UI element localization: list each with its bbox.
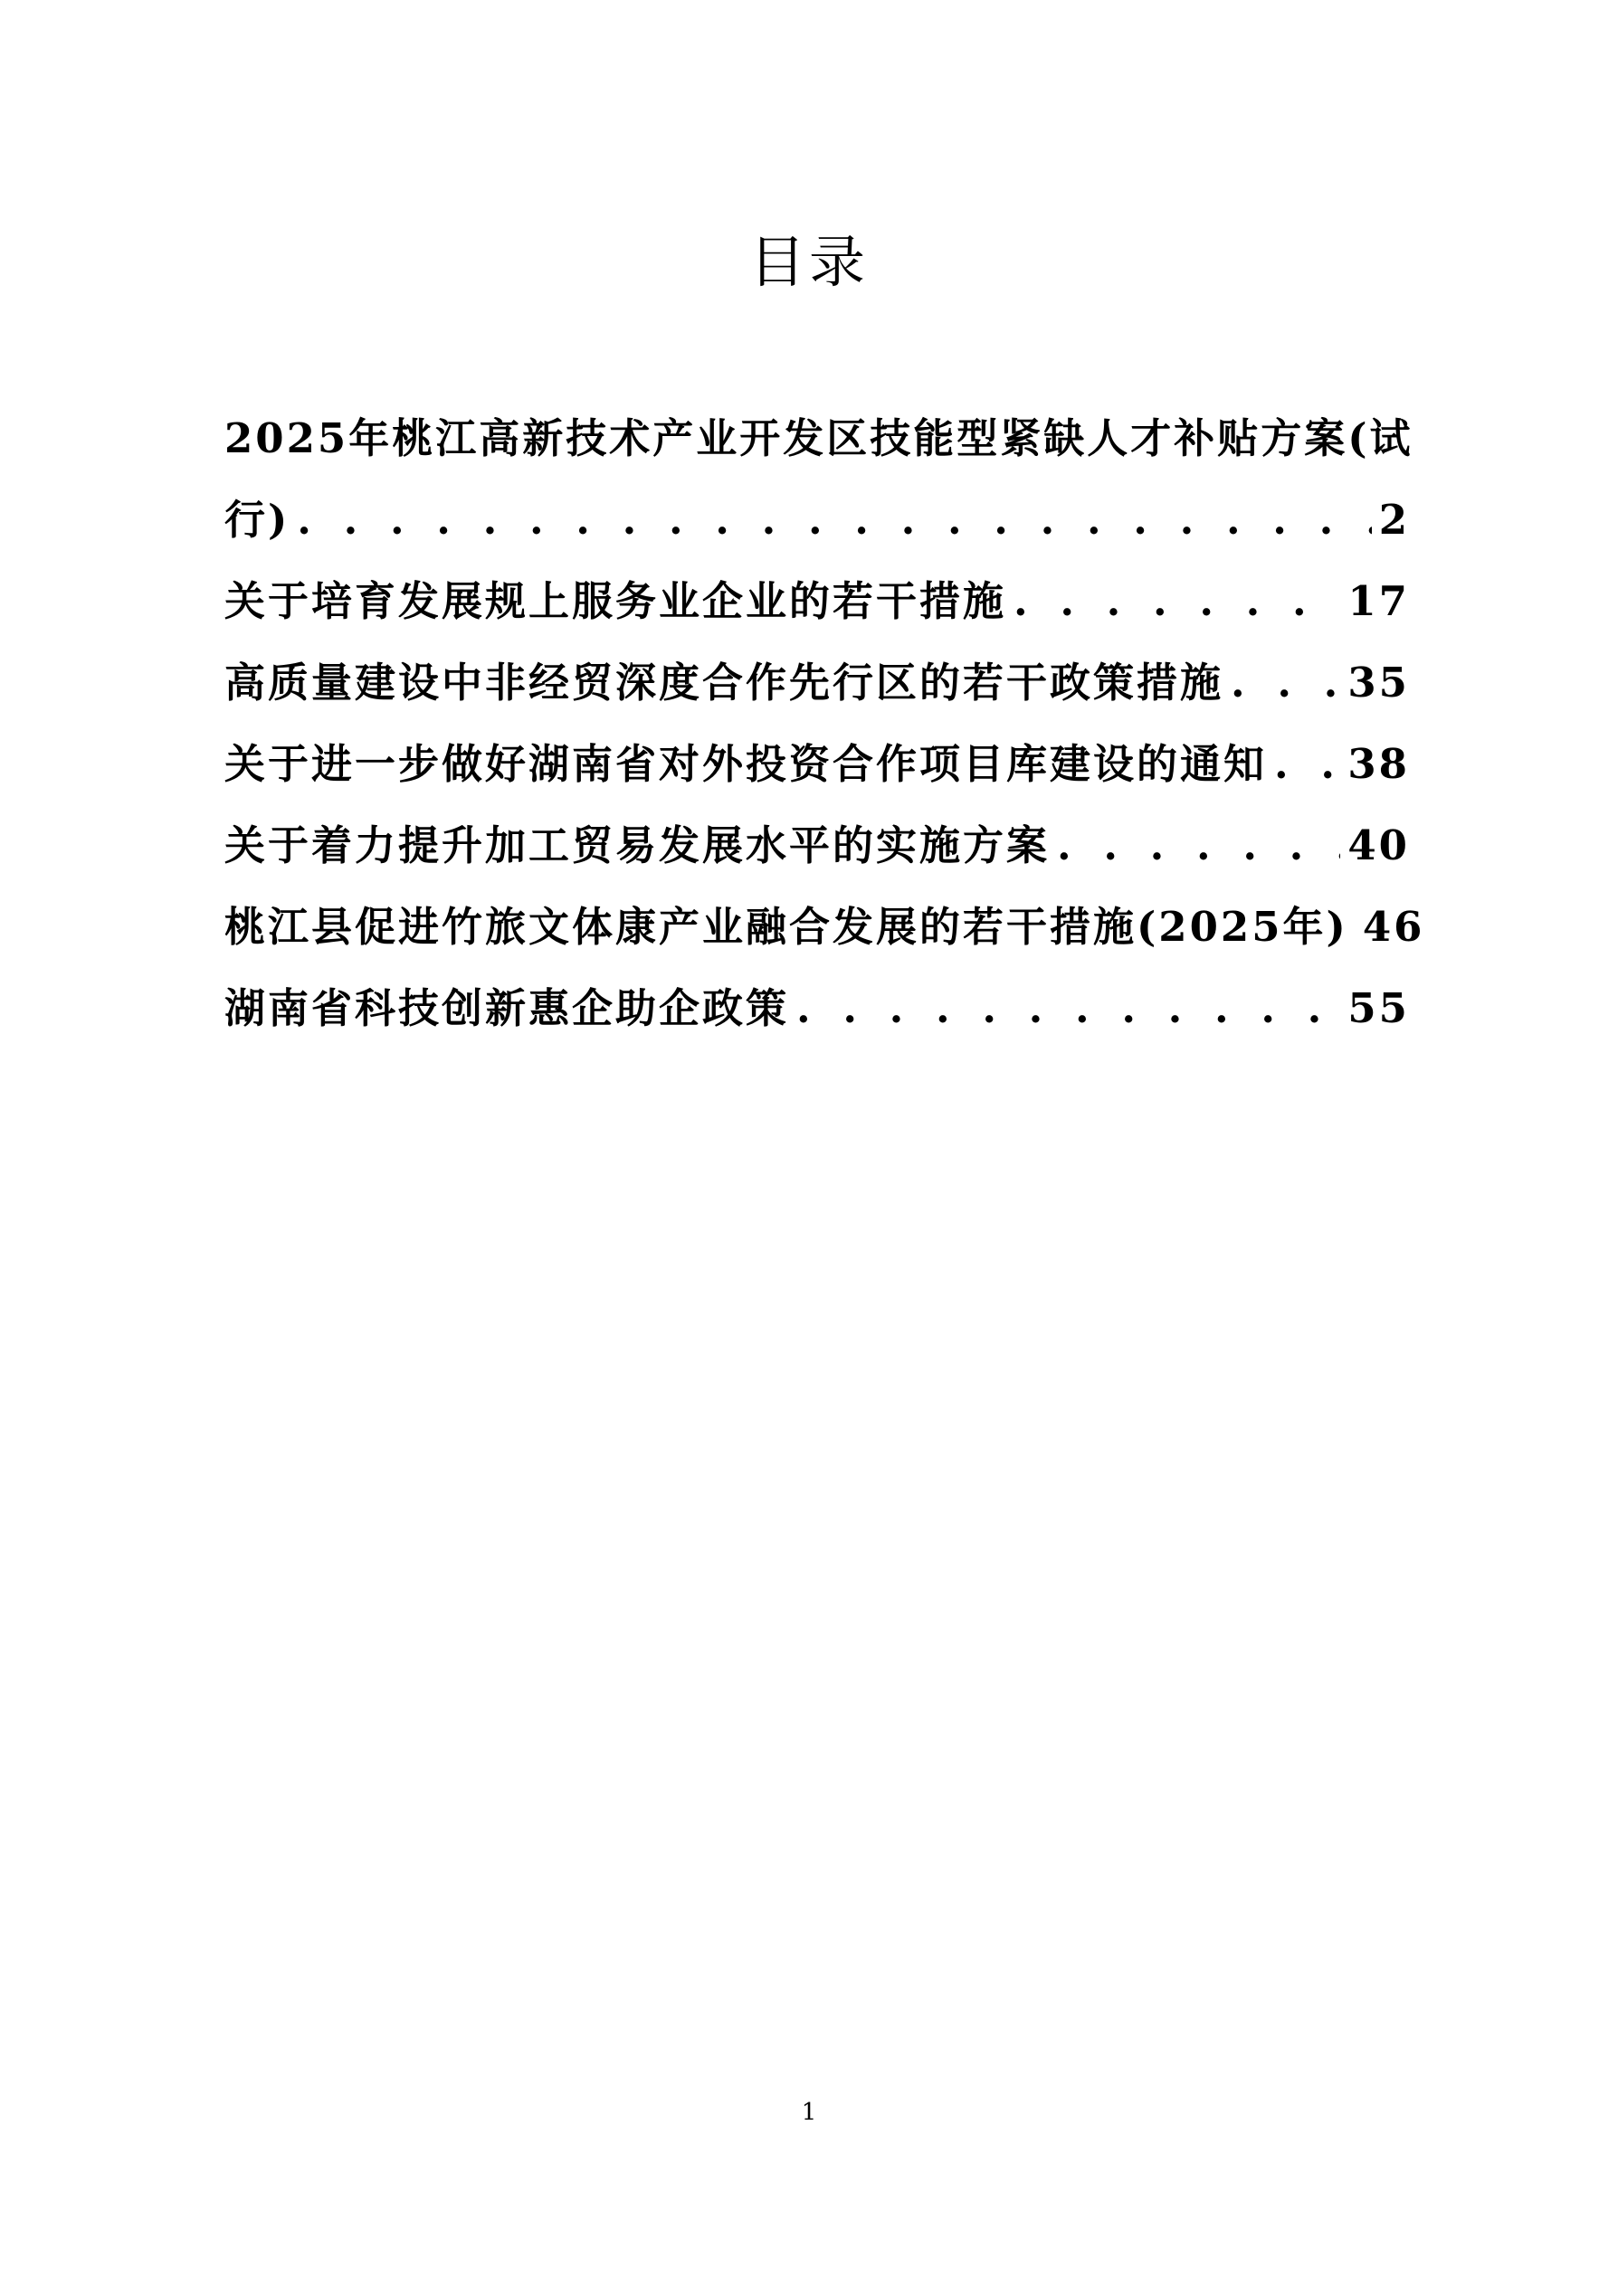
toc-entry-page: 46 [1362, 903, 1425, 951]
toc-entry[interactable] [224, 642, 1410, 724]
dot-leader [297, 479, 1371, 561]
toc-entry-line [224, 479, 1410, 561]
dot-leader [1014, 561, 1340, 642]
toc-entry[interactable] [224, 968, 1410, 1049]
toc-entry-title: 关于进一步做好湖南省对外投资合作项目库建设的通知 [224, 740, 1268, 788]
toc-entry-page: 40 [1347, 821, 1410, 869]
toc-entry-title-line-1: 2025年桃江高新技术产业开发区技能型紧缺人才补贴方案(试 [224, 414, 1413, 462]
toc-entry-line [224, 561, 1410, 642]
toc-entry-line [224, 805, 1410, 887]
toc-entry[interactable] [224, 398, 1413, 561]
dot-leader [1057, 805, 1340, 887]
dot-leader [1274, 724, 1340, 805]
toc-entry-title: 关于着力提升加工贸易发展水平的实施方案 [224, 821, 1051, 869]
toc-entry-line [224, 724, 1410, 805]
toc-entry-line [224, 968, 1410, 1049]
toc-entry-title: 高质量建设中非经贸深度合作先行区的若干政策措施 [224, 659, 1224, 707]
toc-entry[interactable] [224, 724, 1410, 805]
toc-entry-page: 17 [1347, 577, 1410, 625]
table-of-contents [224, 398, 1425, 1049]
toc-entry-title: 桃江县促进竹旅文体康产业融合发展的若干措施(2025年) [224, 903, 1348, 951]
toc-entry[interactable] [224, 561, 1410, 642]
toc-entry-title: 关于培育发展规上服务业企业的若干措施 [224, 577, 1007, 625]
toc-entry-line [224, 642, 1410, 724]
page-title: 目录 [748, 229, 869, 295]
toc-entry-page: 55 [1347, 984, 1410, 1032]
toc-entry-page: 35 [1347, 659, 1410, 707]
dot-leader [796, 968, 1340, 1049]
toc-entry-title-line-2: 行) [224, 496, 290, 544]
toc-entry-title: 湖南省科技创新惠企助企政策 [224, 984, 790, 1032]
page-number: 1 [801, 2099, 817, 2126]
dot-leader [1231, 642, 1340, 724]
toc-entry-page: 2 [1378, 496, 1410, 544]
toc-entry-page: 38 [1347, 740, 1410, 788]
toc-entry[interactable] [224, 805, 1410, 887]
toc-entry-line [224, 887, 1425, 968]
toc-entry[interactable] [224, 887, 1425, 968]
